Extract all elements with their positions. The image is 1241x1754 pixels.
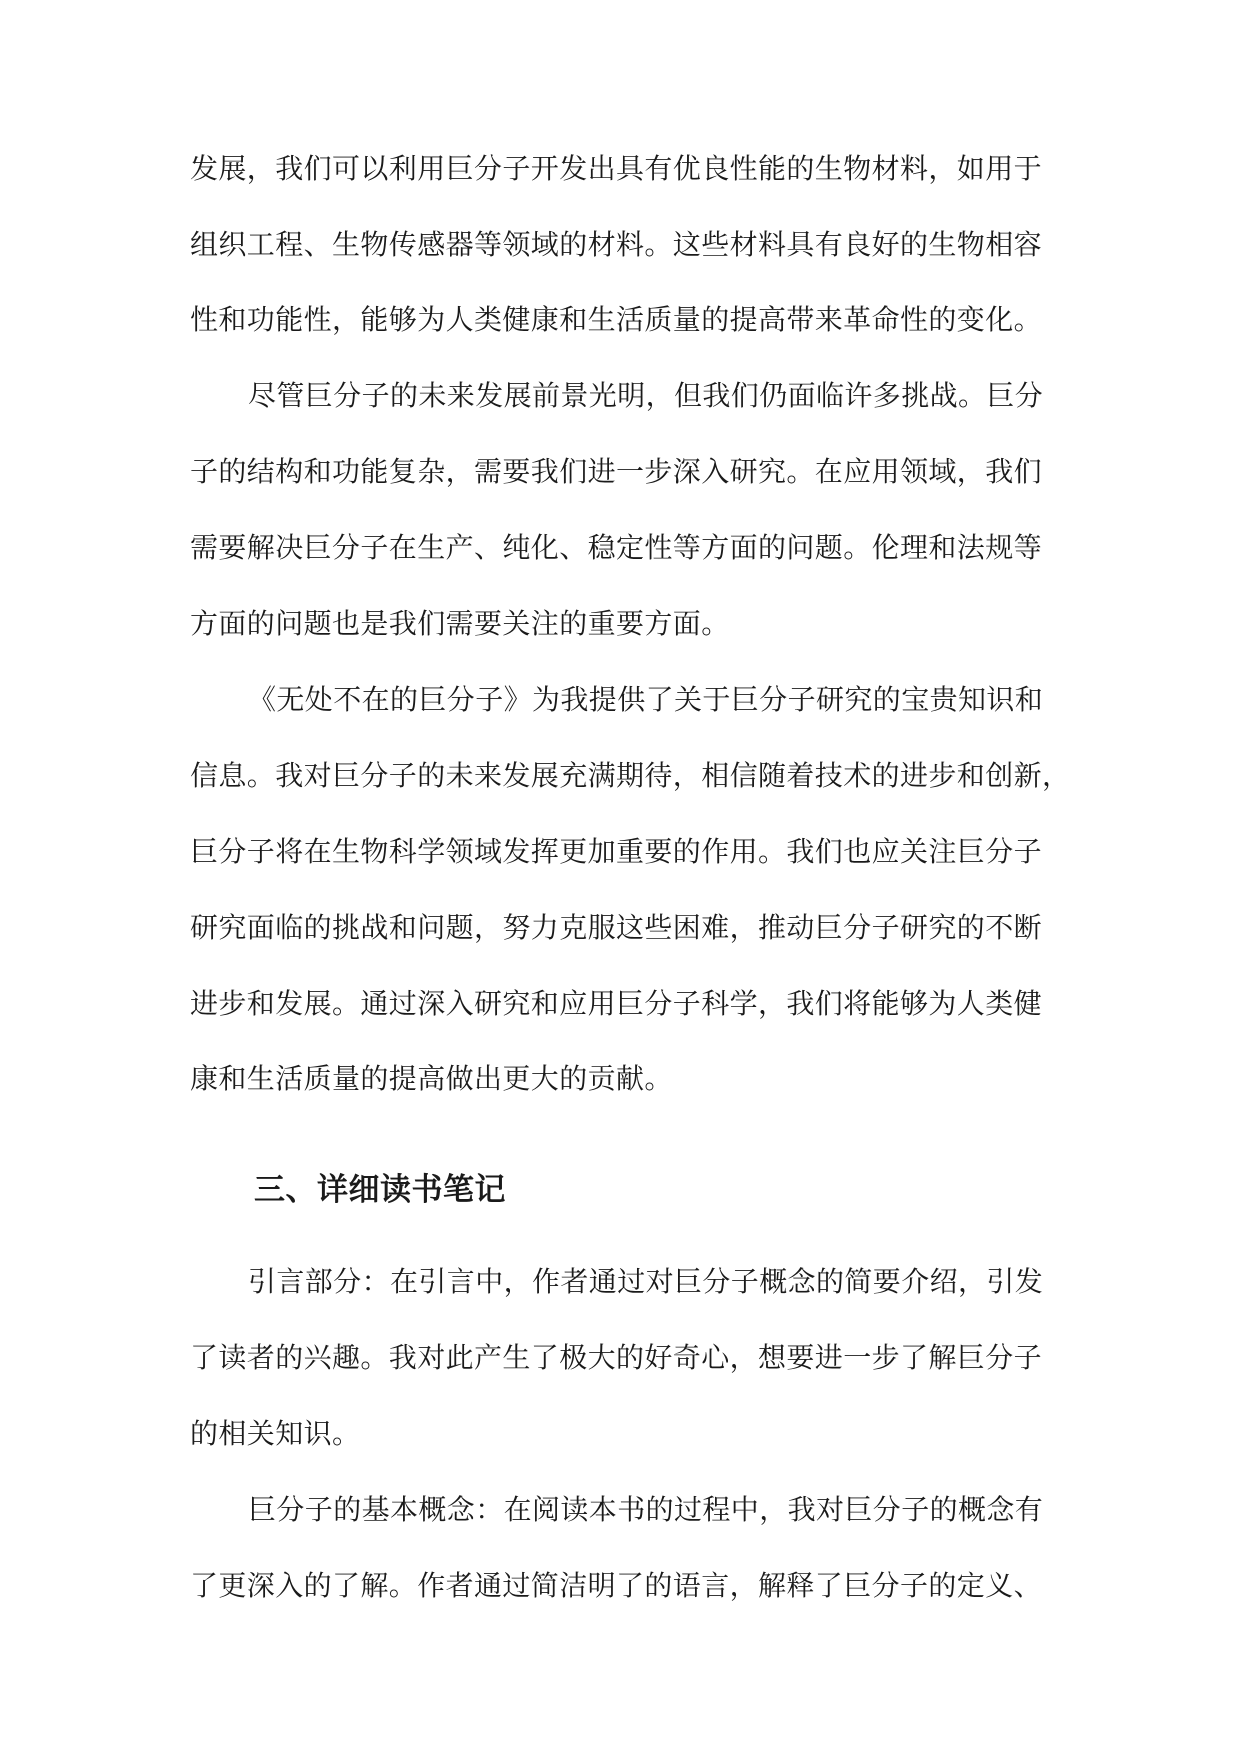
paragraph-line: 信息。我对巨分子的未来发展充满期待，相信随着技术的进步和创新，: [190, 759, 1071, 792]
section-heading: 三、详细读书笔记: [254, 1172, 506, 1208]
paragraph-line: 性和功能性，能够为人类健康和生活质量的提高带来革命性的变化。: [190, 303, 1043, 336]
paragraph-line: 了更深入的了解。作者通过简洁明了的语言，解释了巨分子的定义、: [190, 1569, 1043, 1602]
paragraph-line: 发展，我们可以利用巨分子开发出具有优良性能的生物材料，如用于: [190, 152, 1043, 185]
paragraph-line: 康和生活质量的提高做出更大的贡献。: [190, 1062, 673, 1095]
paragraph-line: 方面的问题也是我们需要关注的重要方面。: [190, 607, 730, 640]
paragraph-line: 进步和发展。通过深入研究和应用巨分子科学，我们将能够为人类健: [190, 987, 1043, 1020]
paragraph-line: 巨分子将在生物科学领域发挥更加重要的作用。我们也应关注巨分子: [190, 835, 1043, 868]
paragraph-line: 尽管巨分子的未来发展前景光明，但我们仍面临许多挑战。巨分: [248, 379, 1044, 412]
paragraph-line: 《无处不在的巨分子》为我提供了关于巨分子研究的宝贵知识和: [248, 683, 1044, 716]
paragraph-line: 了读者的兴趣。我对此产生了极大的好奇心，想要进一步了解巨分子: [190, 1341, 1043, 1374]
paragraph-line: 巨分子的基本概念：在阅读本书的过程中，我对巨分子的概念有: [248, 1493, 1044, 1526]
paragraph-line: 的相关知识。: [190, 1417, 361, 1450]
paragraph-line: 需要解决巨分子在生产、纯化、稳定性等方面的问题。伦理和法规等: [190, 531, 1043, 564]
paragraph-line: 组织工程、生物传感器等领域的材料。这些材料具有良好的生物相容: [190, 228, 1043, 261]
paragraph-line: 研究面临的挑战和问题，努力克服这些困难，推动巨分子研究的不断: [190, 911, 1043, 944]
paragraph-line: 引言部分：在引言中，作者通过对巨分子概念的简要介绍，引发: [248, 1265, 1044, 1298]
paragraph-line: 子的结构和功能复杂，需要我们进一步深入研究。在应用领域，我们: [190, 455, 1043, 488]
